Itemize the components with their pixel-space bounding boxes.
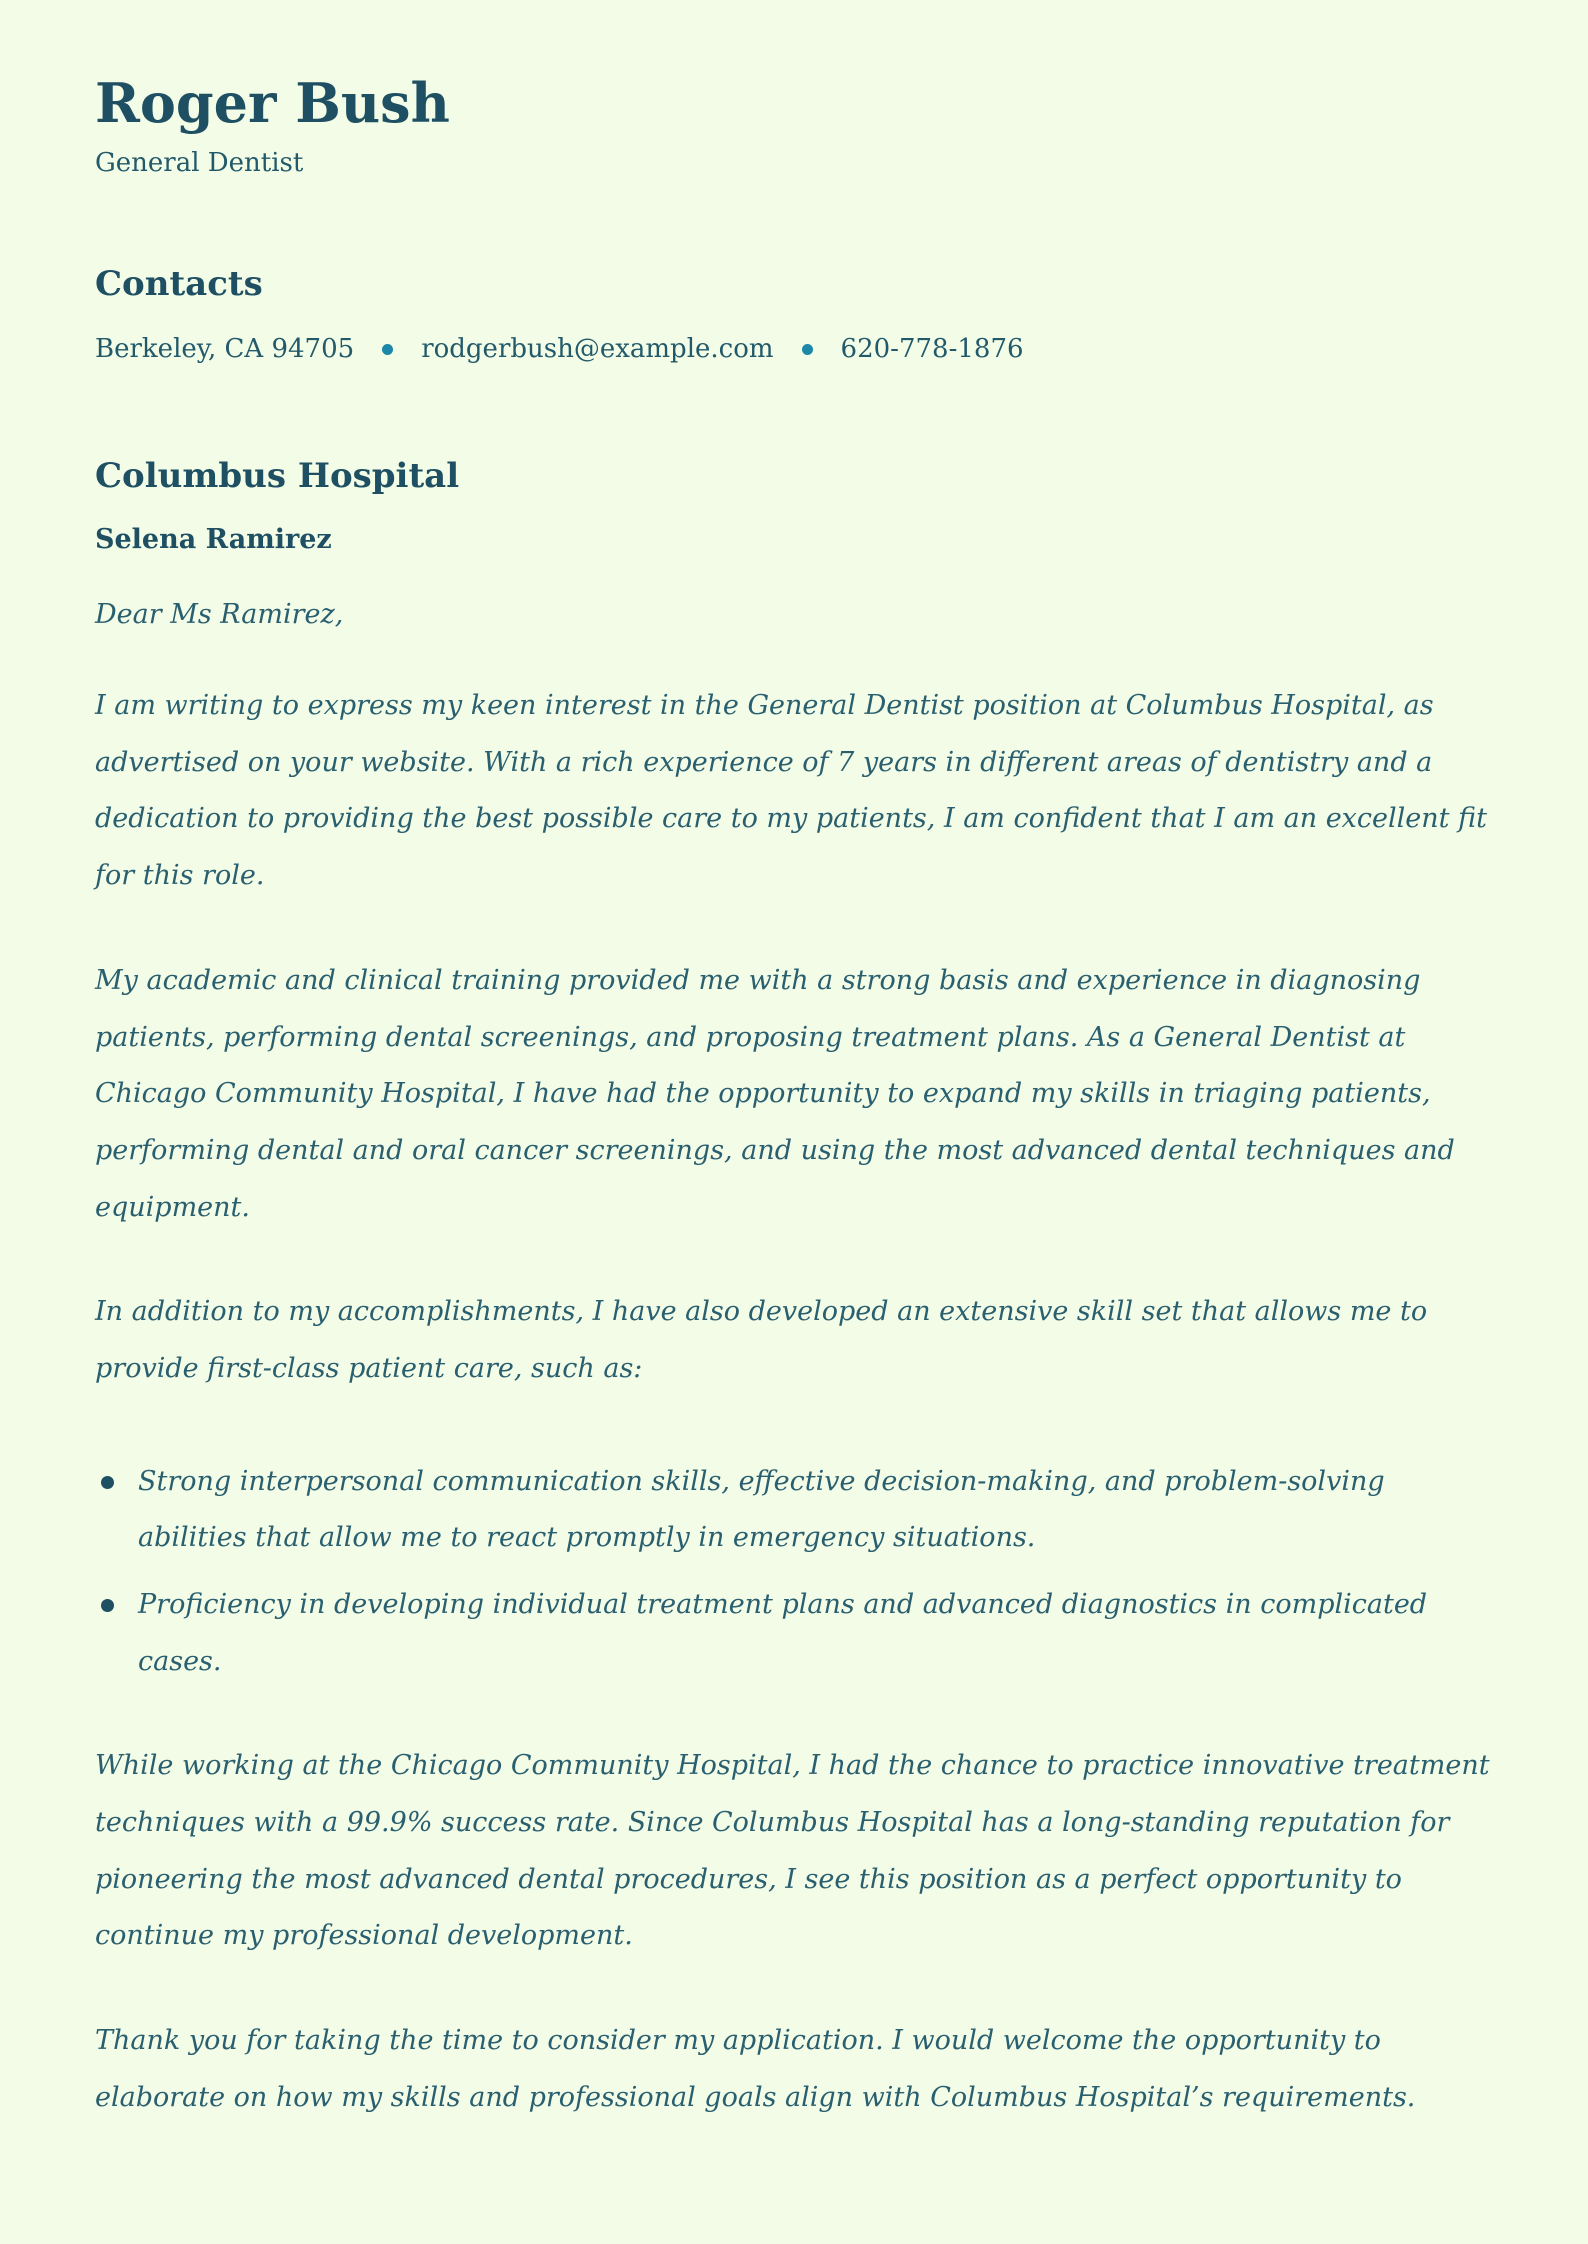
applicant-job-title: General Dentist — [95, 148, 304, 179]
contacts-heading: Contacts — [95, 264, 263, 305]
paragraph-intro: I am writing to express my keen interest in the General Dentist position at Columbus Hospital, as advertised on your website. With a rich experience of 7 years in different areas of dentistry and a dedication to providing the best possible care to my patients, I am confident that I am an excellent fit for this role. — [95, 690, 1487, 892]
separator-dot-icon — [382, 344, 393, 355]
skills-list — [95, 1454, 1493, 1691]
contacts-section — [95, 264, 1493, 364]
paragraph-skills-intro: In addition to my accomplishments, I have also developed an extensive skill set that allows me to provide first-class patient care, such as: — [95, 1296, 1428, 1384]
contact-row — [95, 334, 1493, 364]
skills-list-item-text: Strong interpersonal communication skills, effective decision-making, and problem-solving abilities that allow me to react promptly in emergency situations. — [138, 1465, 1385, 1554]
letter-header — [95, 72, 1493, 178]
paragraph-experience: My academic and clinical training provided me with a strong basis and experience in diagnosing patients, performing dental screenings, and proposing treatment plans. As a General Dentist at Chicago Community Hospital, I have had the opportunity to expand my skills in triaging patients, performing dental and oral cancer screenings, and using the most advanced dental techniques and equipment. — [95, 964, 1455, 1223]
paragraph-achievements: While working at the Chicago Community Hospital, I had the chance to practice innovative treatment techniques with a 99.9% success rate. Since Columbus Hospital has a long-standing reputation for pioneering the most advanced dental procedures, I see this position as a perfect opportunity to continue my professional development. — [95, 1750, 1490, 1952]
contact-location: Berkeley, CA 94705 — [95, 334, 355, 365]
salutation: Dear Ms Ramirez, — [95, 599, 344, 631]
contact-email: rodgerbush@example.com — [421, 334, 774, 365]
skills-list-item — [95, 1577, 1493, 1690]
separator-dot-icon — [802, 344, 813, 355]
bullet-icon — [101, 1476, 114, 1489]
applicant-name: Roger Bush — [95, 71, 450, 135]
bullet-icon — [101, 1599, 114, 1612]
skills-list-item-text: Proficiency in developing individual treatment plans and advanced diagnostics in complicated cases. — [138, 1589, 1428, 1677]
contact-phone: 620-778-1876 — [840, 334, 1024, 365]
recipient-company: Columbus Hospital — [95, 456, 460, 497]
letter-body — [95, 456, 1493, 2126]
skills-list-item — [95, 1454, 1493, 1567]
recipient-name: Selena Ramirez — [95, 524, 332, 556]
paragraph-closing: Thank you for taking the time to consider my application. I would welcome the opportunity to elaborate on how my skills and professional goals align with Columbus Hospital’s requirements. — [95, 2025, 1416, 2113]
